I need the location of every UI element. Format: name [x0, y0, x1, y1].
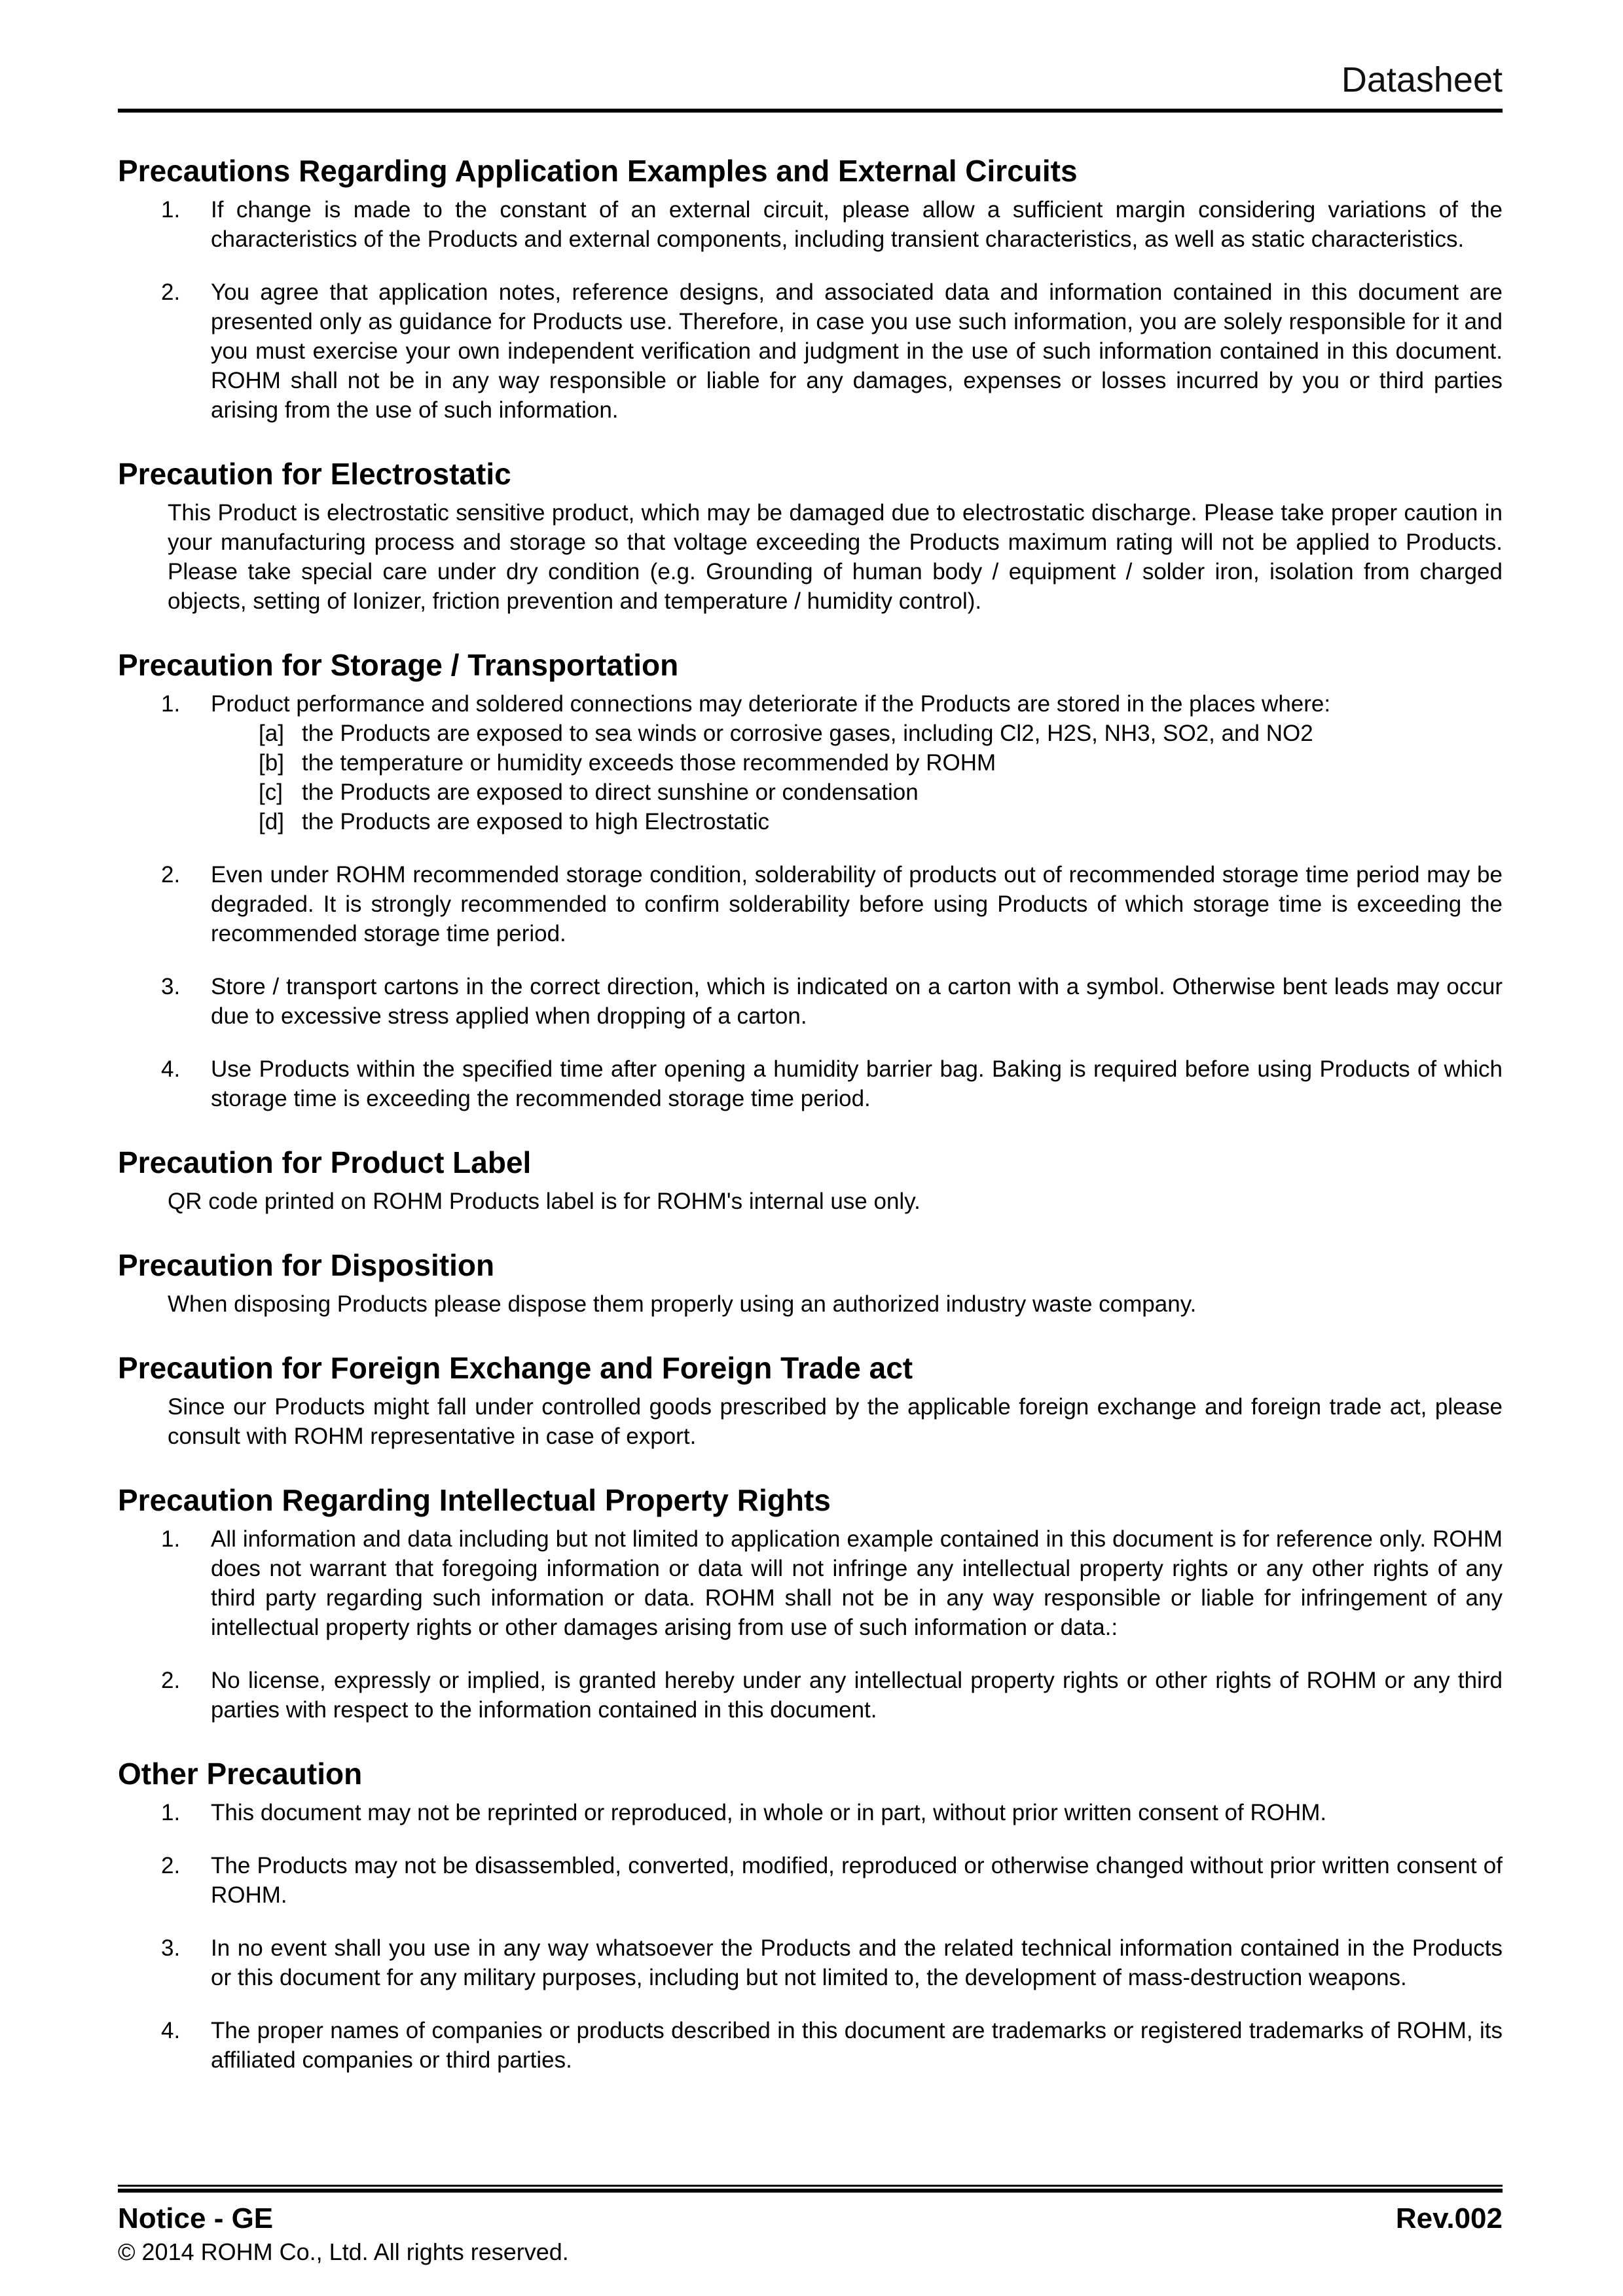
sub-list-marker: [a] — [259, 721, 284, 746]
list-item — [161, 1851, 1503, 1910]
list-item-text: The Products may not be disassembled, converted, modified, reproduced or otherwise changed without prior written consent of ROHM. — [211, 1853, 1503, 1908]
footer-rule-thick — [118, 2189, 1503, 2193]
section-body — [168, 498, 1503, 616]
sub-list — [259, 719, 1503, 836]
list-item-body — [211, 278, 1503, 425]
list-item-text: Store / transport cartons in the correct direction, which is indicated on a carton with a symbol. Otherwise bent leads may occur due to excessive stress applied when dropping of a carton. — [211, 974, 1503, 1029]
section-heading: Other Precaution — [118, 1757, 363, 1791]
list-item — [161, 1798, 1503, 1827]
list-item — [161, 278, 1503, 425]
list-item-text: Product performance and soldered connections may deteriorate if the Products are stored in the places where: — [211, 691, 1331, 717]
list-item-number: 1. — [161, 1526, 181, 1552]
list-item-text: All information and data including but not limited to application example contained in this document is for reference only. ROHM does not warrant that foregoing information or data will not infringe any intellectual property rights or any other rights of any third party regarding such information or data. ROHM shall not be in any way responsible or liable for infringement of any intellectual property rights or other damages arising from use of such information or data.: — [211, 1526, 1503, 1640]
list-item-number: 2. — [161, 279, 181, 305]
list-item — [161, 195, 1503, 254]
list-item-body — [211, 1851, 1503, 1910]
section-other-precaution — [118, 1756, 1503, 2075]
paragraph: When disposing Products please dispose them properly using an authorized industry waste company. — [168, 1291, 1197, 1317]
sub-list-marker: [c] — [259, 780, 283, 805]
sub-list-item — [259, 719, 1503, 748]
section-precaution-for-electrostatic — [118, 456, 1503, 616]
list-item-number: 1. — [161, 1800, 181, 1825]
list-item-number: 2. — [161, 1668, 181, 1693]
numbered-list — [161, 1524, 1503, 1725]
list-item-body — [211, 1933, 1503, 1992]
section-heading: Precaution for Storage / Transportation — [118, 648, 679, 682]
section-precaution-regarding-intellectual-property-rights — [118, 1482, 1503, 1725]
sub-list-marker: [b] — [259, 750, 284, 776]
numbered-list — [161, 195, 1503, 425]
list-item-body — [211, 1666, 1503, 1725]
list-item-text: You agree that application notes, reference designs, and associated data and information contained in this document are presented only as guidance for Products use. Therefore, in case you use such information, you are solely responsible for it and you must exercise your own independent verification and judgment in the use of such information contained in this document. ROHM shall not be in any way responsible or liable for any damages, expenses or losses incurred by you or third parties arising from the use of such information. — [211, 279, 1503, 423]
section-heading: Precautions Regarding Application Examples and External Circuits — [118, 154, 1078, 188]
sub-list-item — [259, 748, 1503, 778]
list-item-text: In no event shall you use in any way whatsoever the Products and the related technical information contained in the Products or this document for any military purposes, including but not limited to, the development of mass-destruction weapons. — [211, 1935, 1503, 1990]
list-item-body — [211, 972, 1503, 1031]
paragraph: QR code printed on ROHM Products label is for ROHM's internal use only. — [168, 1189, 921, 1214]
sub-list-text: the temperature or humidity exceeds those recommended by ROHM — [302, 750, 996, 776]
list-item-number: 3. — [161, 1935, 181, 1961]
list-item — [161, 2016, 1503, 2075]
list-item-body — [211, 195, 1503, 254]
list-item — [161, 860, 1503, 948]
footer-document-name: Notice - GE — [118, 2202, 274, 2234]
sections-container — [118, 153, 1503, 2075]
list-item-number: 3. — [161, 974, 181, 999]
section-body — [168, 1289, 1503, 1319]
list-item — [161, 1524, 1503, 1642]
sub-list-text: the Products are exposed to direct sunshine or condensation — [302, 780, 919, 805]
section-precaution-for-foreign-exchange-and-foreign-trade-act — [118, 1350, 1503, 1451]
numbered-list — [161, 689, 1503, 1113]
sub-list-item — [259, 807, 1503, 836]
list-item-number: 2. — [161, 1853, 181, 1878]
section-precaution-for-product-label — [118, 1145, 1503, 1216]
list-item — [161, 972, 1503, 1031]
section-heading: Precaution for Foreign Exchange and Foreign Trade act — [118, 1351, 913, 1385]
section-heading: Precaution for Electrostatic — [118, 457, 511, 491]
list-item — [161, 1666, 1503, 1725]
list-item-body — [211, 689, 1503, 836]
list-item-body — [211, 1054, 1503, 1113]
footer-copyright: © 2014 ROHM Co., Ltd. All rights reserved. — [118, 2238, 569, 2265]
section-body — [168, 1392, 1503, 1451]
list-item — [161, 1054, 1503, 1113]
section-heading: Precaution for Disposition — [118, 1248, 495, 1282]
section-heading: Precaution Regarding Intellectual Property Rights — [118, 1483, 831, 1517]
list-item-number: 4. — [161, 2018, 181, 2043]
section-precautions-regarding-application-examples-and-external-circuits — [118, 153, 1503, 425]
numbered-list — [161, 1798, 1503, 2075]
section-precaution-for-disposition — [118, 1247, 1503, 1319]
footer — [118, 2185, 1503, 2266]
list-item-body — [211, 860, 1503, 948]
list-item-number: 1. — [161, 691, 181, 717]
header-rule — [118, 109, 1503, 113]
list-item-text: If change is made to the constant of an external circuit, please allow a sufficient margin considering variations of the characteristics of the Products and external components, including transient characteristics, as well as static characteristics. — [211, 197, 1503, 252]
list-item-number: 1. — [161, 197, 181, 223]
sub-list-item — [259, 778, 1503, 807]
list-item — [161, 689, 1503, 836]
list-item-text: No license, expressly or implied, is granted hereby under any intellectual property rights or other rights of ROHM or any third parties with respect to the information contained in this document. — [211, 1668, 1503, 1723]
sub-list-text: the Products are exposed to high Electrostatic — [302, 809, 770, 834]
sub-list-text: the Products are exposed to sea winds or corrosive gases, including Cl2, H2S, NH3, SO2, and NO2 — [302, 721, 1313, 746]
paragraph: Since our Products might fall under controlled goods prescribed by the applicable foreign exchange and foreign trade act, please consult with ROHM representative in case of export. — [168, 1394, 1503, 1449]
sub-list-marker: [d] — [259, 809, 284, 834]
list-item-text: Use Products within the specified time after opening a humidity barrier bag. Baking is required before using Products of which storage time is exceeding the recommended storage time period. — [211, 1056, 1503, 1111]
list-item-text: Even under ROHM recommended storage condition, solderability of products out of recommended storage time period may be degraded. It is strongly recommended to confirm solderability before using Products of which storage time is exceeding the recommended storage time period. — [211, 862, 1503, 946]
list-item-body — [211, 2016, 1503, 2075]
section-precaution-for-storage-transportation — [118, 647, 1503, 1113]
footer-revision: Rev.002 — [1395, 2202, 1503, 2234]
list-item-body — [211, 1524, 1503, 1642]
list-item-body — [211, 1798, 1503, 1827]
page-title: Datasheet — [1341, 60, 1503, 99]
list-item-text: The proper names of companies or products described in this document are trademarks or registered trademarks of ROHM, its affiliated companies or third parties. — [211, 2018, 1503, 2073]
list-item-number: 2. — [161, 862, 181, 888]
section-heading: Precaution for Product Label — [118, 1145, 532, 1179]
list-item-number: 4. — [161, 1056, 181, 1082]
list-item — [161, 1933, 1503, 1992]
list-item-text: This document may not be reprinted or reproduced, in whole or in part, without prior written consent of ROHM. — [211, 1800, 1327, 1825]
footer-row — [118, 2203, 1503, 2234]
section-body — [168, 1187, 1503, 1216]
paragraph: This Product is electrostatic sensitive product, which may be damaged due to electrostatic discharge. Please take proper caution in your manufacturing process and storage so that voltage exceeding the Products maximum rating will not be applied to Products. Please take special care under dry condition (e.g. Grounding of human body / equipment / solder iron, isolation from charged objects, setting of Ionizer, friction prevention and temperature / humidity control). — [168, 500, 1503, 614]
